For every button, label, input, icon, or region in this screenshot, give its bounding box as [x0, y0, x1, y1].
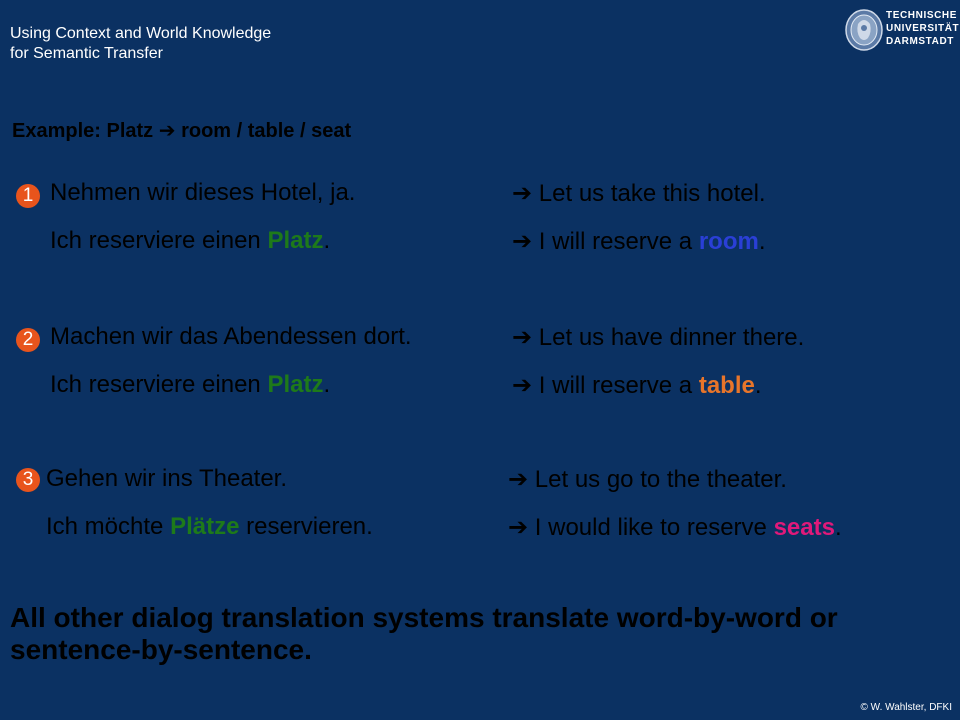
english-sentence: Let us go to the theater.: [534, 466, 787, 493]
highlight-word-platz: Platz: [267, 371, 324, 398]
german-sentence: [46, 512, 373, 542]
logo-line-2: UNIVERSITÄT: [886, 23, 960, 34]
sentence-text: .: [758, 228, 766, 255]
highlight-word-seats: seats: [773, 514, 835, 541]
sentence-text: .: [834, 514, 842, 541]
german-sentence: [50, 370, 330, 400]
sentence-text: .: [754, 372, 762, 399]
arrow-icon: ➔: [512, 227, 533, 255]
highlight-word-plaetze: Plätze: [170, 513, 240, 540]
sentence-text: Ich reserviere einen: [50, 371, 268, 398]
german-sentence: Nehmen wir dieses Hotel, ja.: [50, 179, 356, 206]
sentence-text: reservieren.: [239, 513, 373, 540]
slide-header: [10, 24, 271, 64]
english-translation: [508, 464, 787, 495]
sentence-text: Ich möchte: [46, 513, 171, 540]
logo-line-1: TECHNISCHE: [886, 10, 958, 21]
arrow-icon: ➔: [512, 179, 533, 207]
example-suffix: room / table / seat: [181, 120, 352, 142]
arrow-icon: ➔: [508, 465, 529, 493]
example-heading: [12, 118, 351, 143]
english-sentence: Let us take this hotel.: [538, 180, 766, 207]
highlight-word-platz: Platz: [267, 227, 324, 254]
arrow-icon: ➔: [512, 323, 533, 351]
english-sentence: Let us have dinner there.: [538, 324, 805, 351]
example-number-badge: 1: [16, 184, 40, 208]
english-translation: [512, 370, 762, 401]
german-sentence: Gehen wir ins Theater.: [46, 465, 288, 492]
sentence-text: .: [323, 227, 331, 254]
example-prefix: Example: Platz: [12, 120, 154, 142]
english-translation: [508, 512, 842, 543]
example-number-badge: 2: [16, 328, 40, 352]
sentence-text: I will reserve a: [538, 228, 699, 255]
highlight-word-room: room: [698, 228, 759, 255]
arrow-icon: ➔: [512, 371, 533, 399]
english-translation: [512, 322, 804, 353]
highlight-word-table: table: [698, 372, 755, 399]
university-seal-icon: [844, 8, 884, 52]
english-translation: [512, 178, 766, 209]
conclusion-text: All other dialog translation systems translate word-by-word or sentence-by-sentence.: [10, 602, 838, 665]
header-line-1: Using Context and World Knowledge: [10, 25, 272, 42]
copyright-notice: © W. Wahlster, DFKI: [860, 702, 952, 713]
logo-text: [886, 9, 959, 48]
university-logo: [844, 6, 960, 54]
english-translation: [512, 226, 766, 257]
header-line-2: for Semantic Transfer: [10, 45, 163, 62]
arrow-icon: ➔: [508, 513, 529, 541]
german-sentence: [50, 226, 330, 256]
sentence-text: I would like to reserve: [534, 514, 774, 541]
logo-line-3: DARMSTADT: [886, 36, 954, 47]
sentence-text: .: [323, 371, 331, 398]
arrow-icon: ➔: [158, 118, 176, 142]
sentence-text: I will reserve a: [538, 372, 699, 399]
example-number-badge: 3: [16, 468, 40, 492]
sentence-text: Ich reserviere einen: [50, 227, 268, 254]
german-sentence: Machen wir das Abendessen dort.: [50, 323, 412, 350]
